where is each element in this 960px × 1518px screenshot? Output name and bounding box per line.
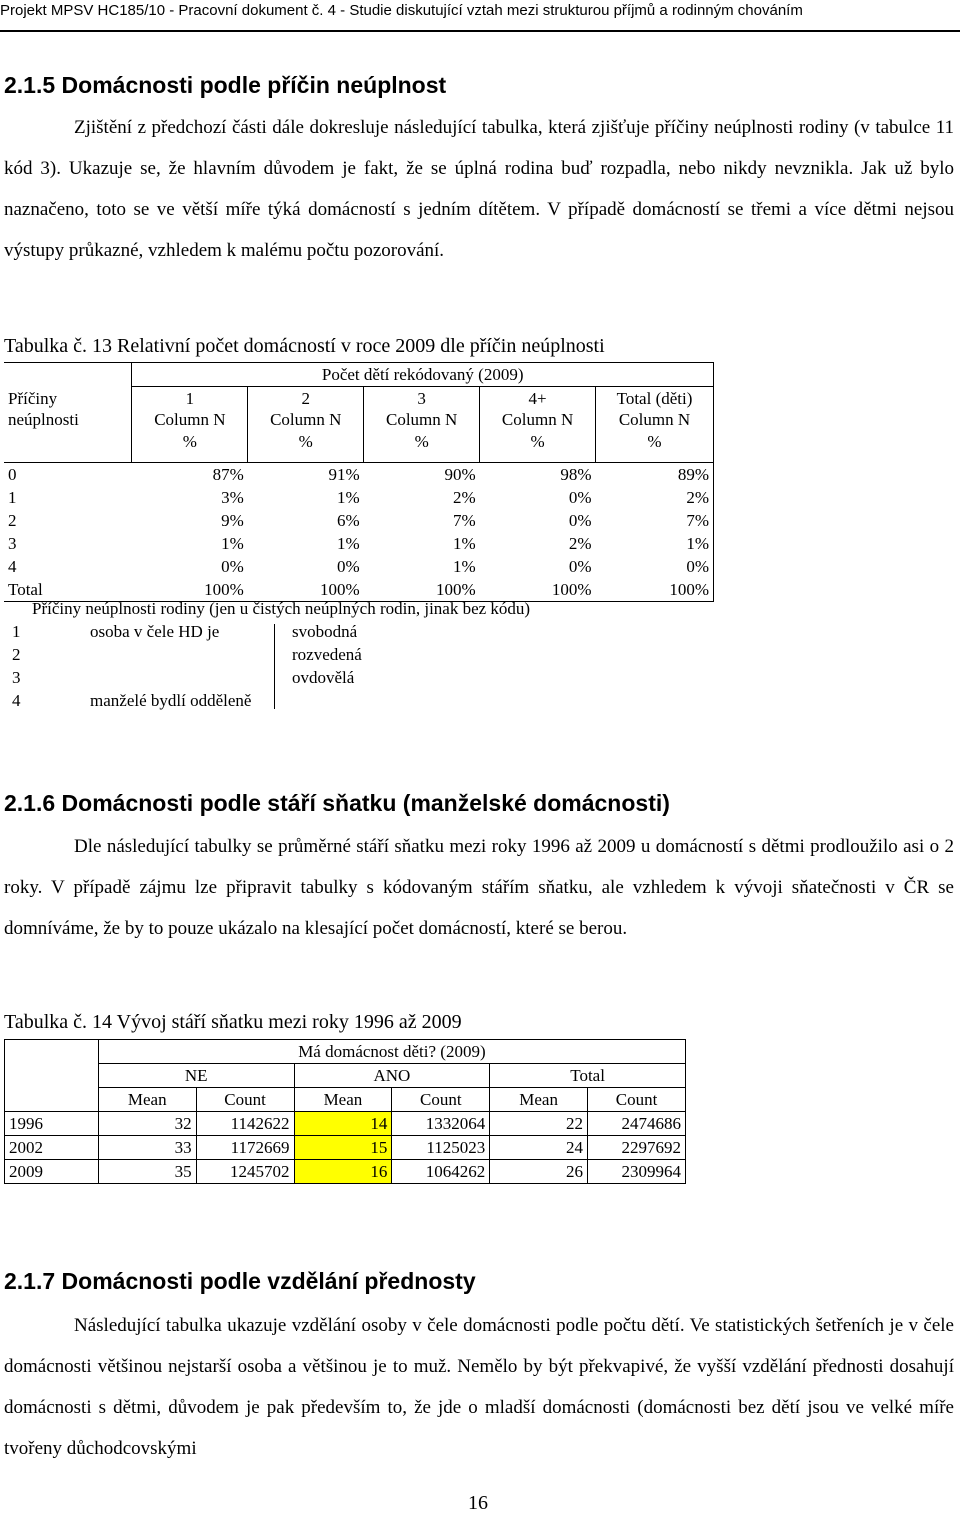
section-paragraph-215: Zjištění z předchozí části dále dokresluje následující tabulka, která zjišťuje příčiny neúplnosti rodiny (v tabulce 11 kód 3). Ukazuje se, že hlavním důvodem je fakt, že se úplná rodina buď rozpadla, nebo nikdy nevznikla. Jak už bylo naznačeno, toto se ve větší míře týká domácností s jedním dítětem. V případě domácností se třemi a více dětmi nejsou výstupy průkazné, vzhledem k malému počtu pozorování.	[4, 117, 954, 261]
table14-group: Total	[490, 1064, 686, 1088]
table13-cell: 1%	[337, 534, 360, 553]
table14-cell: 1142622	[196, 1112, 294, 1136]
table13-cell: 6%	[337, 511, 360, 530]
table13-row-label: 3	[8, 534, 17, 553]
table13-cell: 91%	[328, 465, 360, 484]
table13-cell: 1%	[337, 488, 360, 507]
section-heading-216: 2.1.6 Domácnosti podle stáří sňatku (manželské domácnosti)	[4, 790, 670, 816]
table13-cell: 0%	[596, 555, 714, 578]
table13-cell: 100%	[596, 578, 714, 602]
table13-unit: %	[596, 432, 714, 454]
table13-cell: 9%	[221, 511, 244, 530]
table13-cell: 0%	[221, 557, 244, 576]
header-divider	[0, 30, 960, 32]
table13-col-header: 4+	[480, 387, 596, 411]
table13-group-header: Počet dětí rekódovaný (2009)	[132, 363, 714, 387]
table-row	[4, 486, 714, 509]
table13-row-label: 1	[8, 488, 17, 507]
table14-year: 1996	[5, 1112, 99, 1136]
table14-cell: 2297692	[588, 1136, 686, 1160]
table13-cell: 1%	[221, 534, 244, 553]
page-number: 16	[468, 1492, 488, 1514]
table13-rowheader: neúplnosti	[8, 410, 79, 429]
table13-col-header: Total (děti)	[596, 387, 714, 411]
section-paragraph-217: Následující tabulka ukazuje vzdělání osoby v čele domácnosti podle počtu dětí. Ve statistických šetřeních je v čele domácnosti většinou nejstarší osoba a většinou je to muž. Nemělo by být překvapivé, že vyšší vzdělání přednosti dosahují domácnosti s dětmi, důvodem je pak především to, že jde o mladší domácnosti (domácnosti bez dětí jsou ve velké míře tvořeny důchodcovskými	[4, 1315, 954, 1459]
table-row	[4, 532, 714, 555]
table13-cell: 0%	[568, 557, 592, 576]
table13-cell: 2%	[568, 534, 592, 553]
table13-unit: Column N	[248, 410, 364, 432]
table14-subheader: Count	[588, 1088, 686, 1112]
table13-rowheader: Příčiny	[8, 388, 58, 408]
table13-row-label: 4	[8, 557, 17, 576]
table13-unit: Column N	[596, 410, 714, 432]
table13-cell: 89%	[596, 463, 714, 487]
table14-cell: 1064262	[392, 1160, 490, 1184]
table13-cell: 0%	[568, 488, 592, 507]
table14-cell: 2474686	[588, 1112, 686, 1136]
table-row	[4, 555, 714, 578]
table13-cell: 2%	[452, 488, 476, 507]
table14-cell: 22	[490, 1112, 588, 1136]
legend-text: manželé bydlí odděleně	[90, 691, 252, 710]
table14-year: 2009	[5, 1160, 99, 1184]
table13-cell: 0%	[337, 557, 360, 576]
table13-col-header: 1	[132, 387, 248, 411]
document-header: Projekt MPSV HC185/10 - Pracovní dokument č. 4 - Studie diskutující vztah mezi strukturou příjmů a rodinným chováním	[0, 2, 803, 19]
table13-cell: 3%	[221, 488, 244, 507]
legend-code: 4	[12, 691, 21, 710]
table13-unit: %	[248, 432, 364, 454]
legend-status: svobodná	[292, 622, 358, 641]
table13-cell: 2%	[596, 486, 714, 509]
table13-cell: 90%	[444, 465, 476, 484]
table-row	[4, 463, 714, 487]
table13-cell: 100%	[248, 578, 364, 602]
table-row	[5, 1136, 686, 1160]
table14-cell: 1245702	[196, 1160, 294, 1184]
table14-caption: Tabulka č. 14 Vývoj stáří sňatku mezi roky 1996 až 2009	[4, 1011, 462, 1033]
table14-cell: 1125023	[392, 1136, 490, 1160]
section-heading-215: 2.1.5 Domácnosti podle příčin neúplnost	[4, 72, 447, 98]
legend-code: 2	[12, 645, 21, 664]
legend-status: ovdovělá	[292, 668, 355, 687]
table14-highlight-cell: 15	[294, 1136, 392, 1160]
legend-code: 1	[12, 622, 21, 641]
section-heading-217: 2.1.7 Domácnosti podle vzdělání přednosty	[4, 1268, 476, 1294]
table13-cell: 100%	[364, 578, 480, 602]
legend-divider	[274, 624, 275, 709]
table14-highlight-cell: 16	[294, 1160, 392, 1184]
table13-cell: 87%	[212, 465, 244, 484]
table14-subheader: Mean	[98, 1088, 196, 1112]
table-row	[5, 1160, 686, 1184]
table13-caption: Tabulka č. 13 Relativní počet domácností v roce 2009 dle příčin neúplnosti	[4, 335, 605, 357]
table13-cell: 7%	[452, 511, 476, 530]
table13-cell: 0%	[568, 511, 592, 530]
table14-highlight-cell: 14	[294, 1112, 392, 1136]
table13	[4, 362, 714, 602]
legend-status: rozvedená	[292, 645, 362, 664]
table13-cell: 98%	[560, 465, 592, 484]
table13-unit: %	[480, 432, 596, 454]
table-row	[5, 1112, 686, 1136]
section-paragraph-216: Dle následující tabulky se průměrné stáří sňatku mezi roky 1996 až 2009 u domácností s dětmi prodloužilo asi o 2 roky. V případě zájmu lze připravit tabulky s kódovaným stářím sňatku, ale vzhledem k vývoji sňatečnosti v ČR se domníváme, že by to pouze ukázalo na klesající počet domácností, které se berou.	[4, 836, 954, 939]
table14-cell: 33	[98, 1136, 196, 1160]
legend-text: osoba v čele HD je	[90, 622, 220, 641]
table13-cell: 100%	[480, 578, 596, 602]
table13-unit: %	[132, 432, 248, 454]
table14-cell: 1172669	[196, 1136, 294, 1160]
table14-subheader: Count	[196, 1088, 294, 1112]
table13-unit: Column N	[480, 410, 596, 432]
table14-cell: 1332064	[392, 1112, 490, 1136]
legend-title: Příčiny neúplnosti rodiny (jen u čistých neúplných rodin, jinak bez kódu)	[32, 599, 531, 618]
table13-cell: 100%	[132, 578, 248, 602]
table13-row-label: Total	[4, 578, 132, 602]
table13-unit: Column N	[132, 410, 248, 432]
table14-group-header: Má domácnost děti? (2009)	[98, 1040, 685, 1064]
table14-subheader: Mean	[294, 1088, 392, 1112]
table14-subheader: Mean	[490, 1088, 588, 1112]
table14-subheader: Count	[392, 1088, 490, 1112]
table14-group: ANO	[294, 1064, 490, 1088]
table14-year: 2002	[5, 1136, 99, 1160]
table14-cell: 35	[98, 1160, 196, 1184]
table13-cell: 1%	[596, 532, 714, 555]
table14	[4, 1039, 686, 1184]
table14-cell: 26	[490, 1160, 588, 1184]
table13-cell: 1%	[452, 557, 476, 576]
table14-cell: 32	[98, 1112, 196, 1136]
table13-cell: 7%	[596, 509, 714, 532]
table-row	[4, 509, 714, 532]
table13-unit: Column N	[364, 410, 480, 432]
table13-col-header: 2	[248, 387, 364, 411]
table14-group: NE	[98, 1064, 294, 1088]
table13-unit: %	[364, 432, 480, 454]
table14-cell: 2309964	[588, 1160, 686, 1184]
table13-cell: 1%	[452, 534, 476, 553]
legend-code: 3	[12, 668, 21, 687]
table13-row-label: 2	[8, 511, 17, 530]
table13-col-header: 3	[364, 387, 480, 411]
table14-cell: 24	[490, 1136, 588, 1160]
table13-row-label: 0	[8, 465, 17, 484]
